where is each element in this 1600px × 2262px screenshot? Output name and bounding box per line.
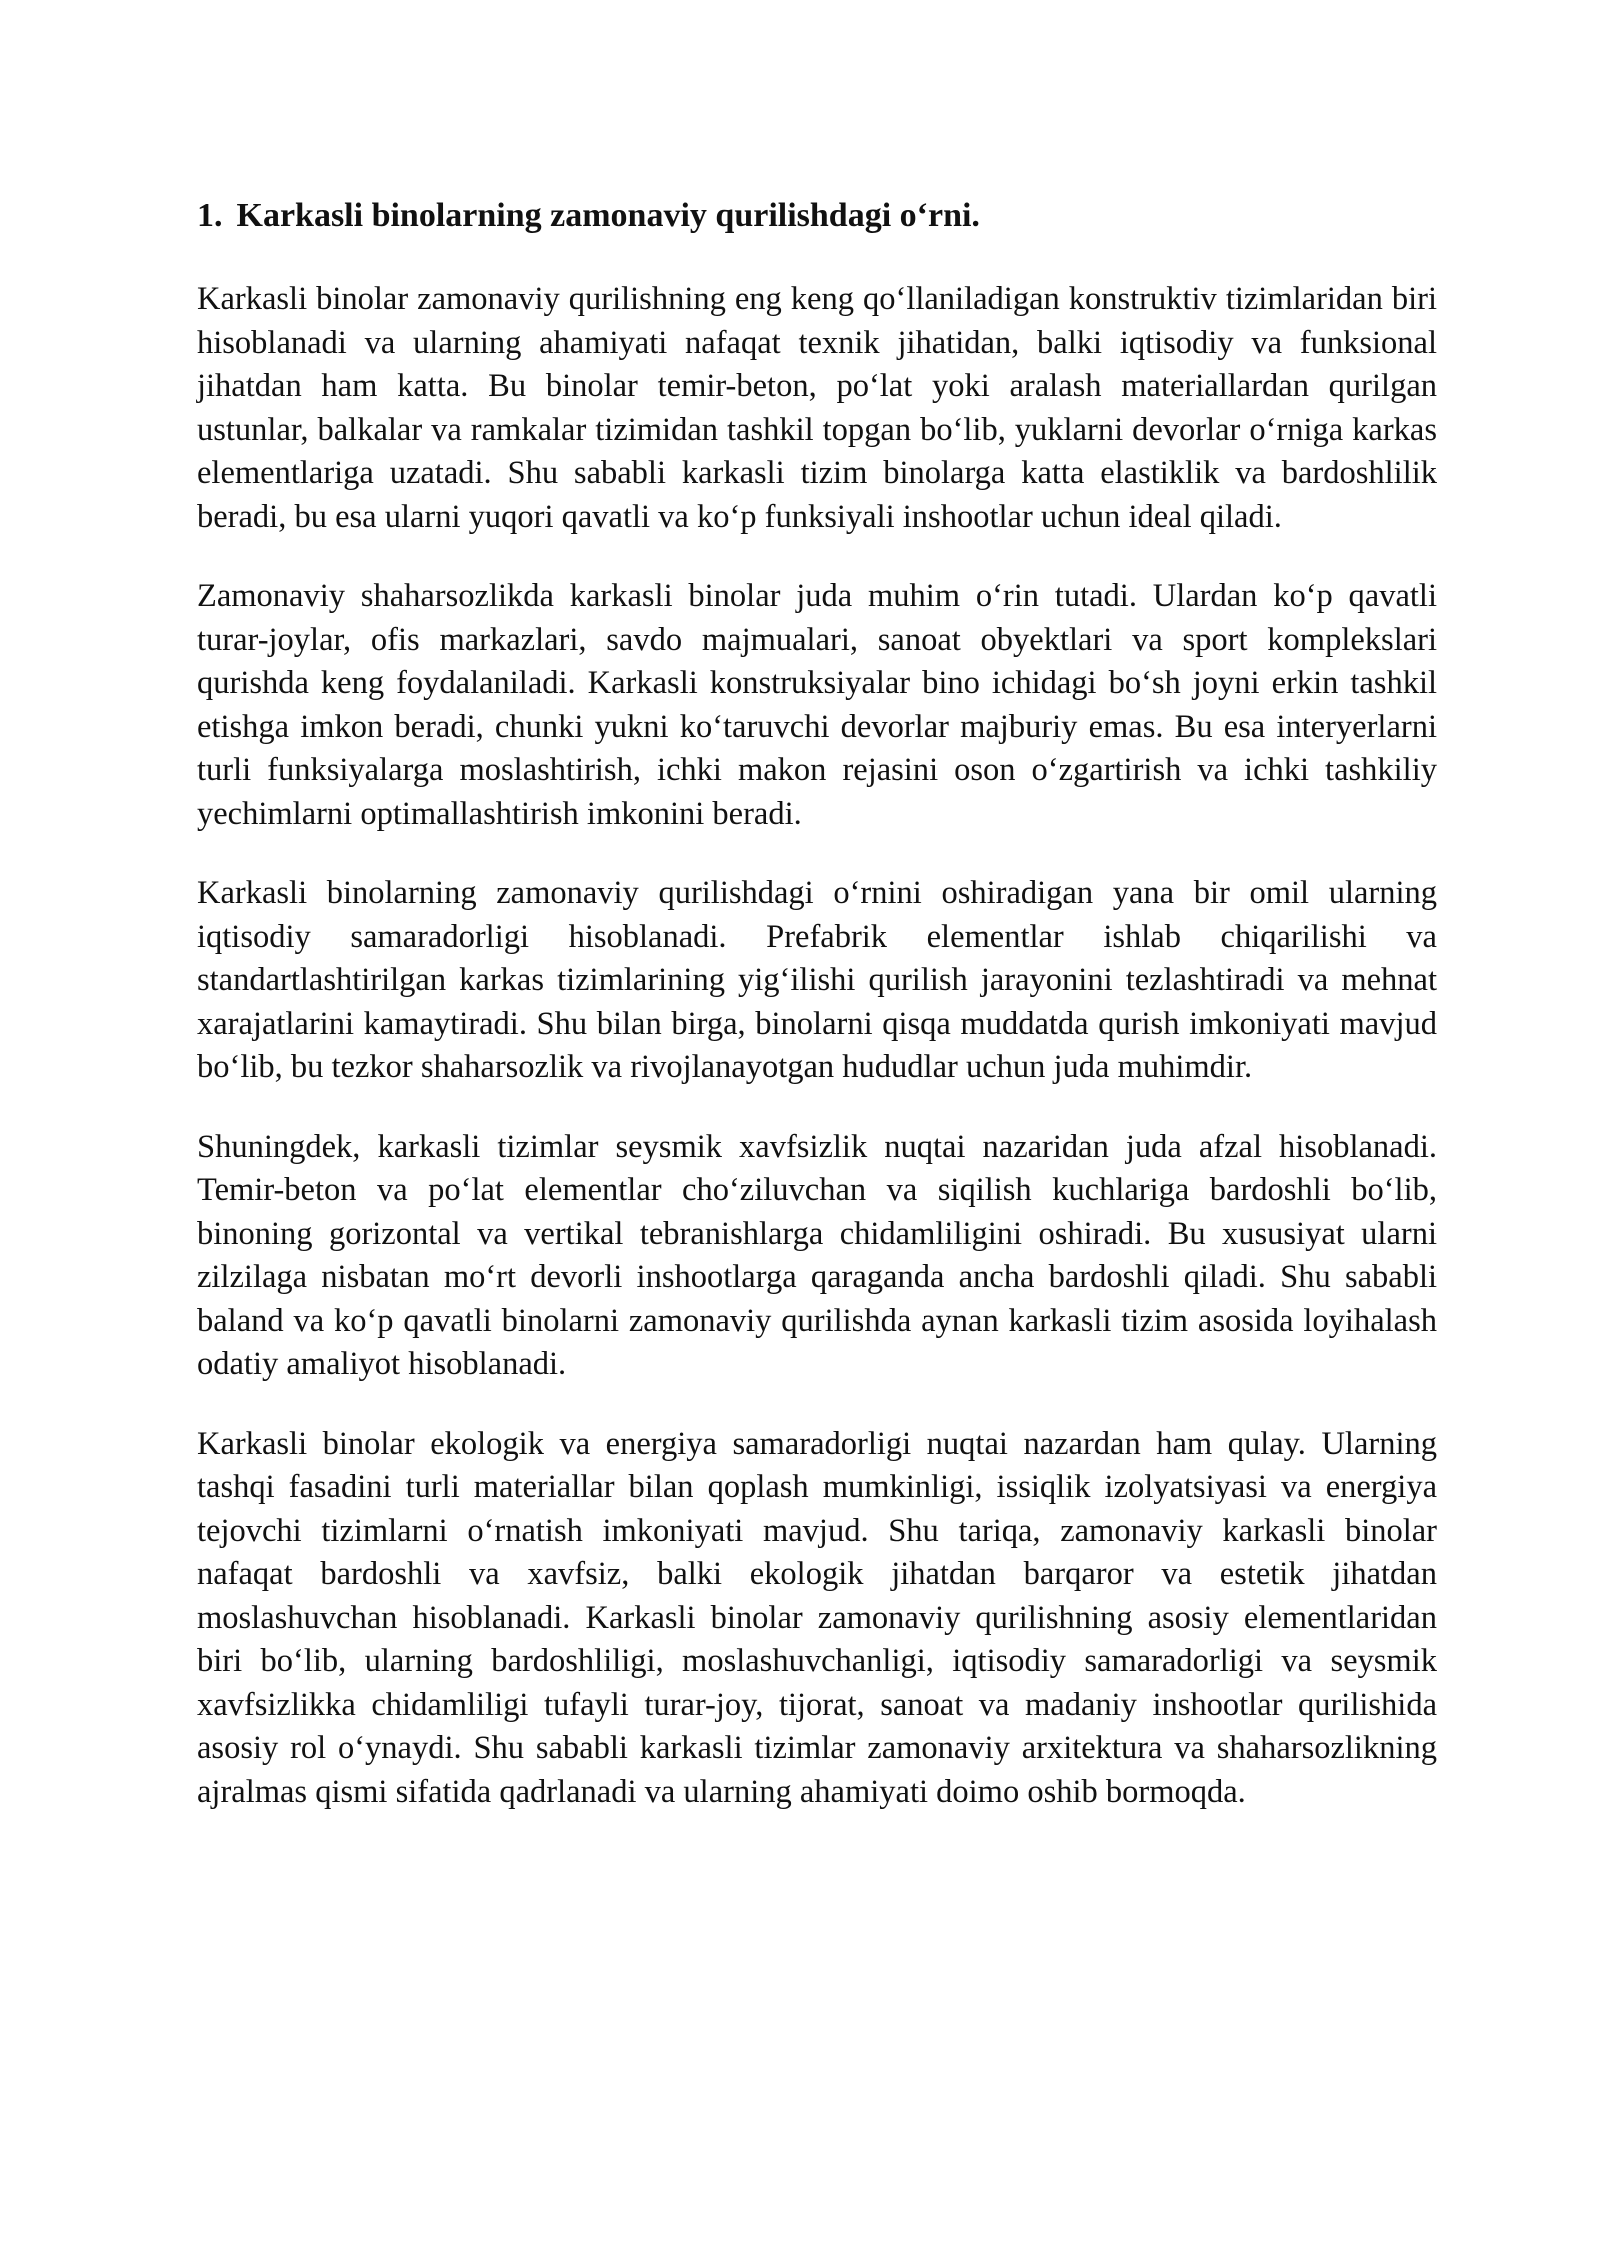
section-heading — [197, 193, 1437, 238]
paragraph-4: Shuningdek, karkasli tizimlar seysmik xavfsizlik nuqtai nazaridan juda afzal hisoblanadi. Temir-beton va po‘lat elementlar cho‘ziluvchan va siqilish kuchlariga bardoshli bo‘lib, binoning gorizontal va vertikal tebranishlarga chidamliligini oshiradi. Bu xususiyat ularni zilzilaga nisbatan mo‘rt devorli inshootlarga qaraganda ancha bardoshli qiladi. Shu sababli baland va ko‘p qavatli binolarni zamonaviy qurilishda aynan karkasli tizim asosida loyihalash odatiy amaliyot hisoblanadi. — [197, 1128, 1437, 1382]
paragraph-3: Karkasli binolarning zamonaviy qurilishdagi o‘rnini oshiradigan yana bir omil ularning iqtisodiy samaradorligi hisoblanadi. Prefabrik elementlar ishlab chiqarilishi va standartlashtirilgan karkas tizimlarining yig‘ilishi qurilish jarayonini tezlashtiradi va mehnat xarajatlarini kamaytiradi. Shu bilan birga, binolarni qisqa muddatda qurish imkoniyati mavjud bo‘lib, bu tezkor shaharsozlik va rivojlanayotgan hududlar uchun juda muhimdir. — [197, 875, 1437, 1085]
paragraph-5: Karkasli binolar ekologik va energiya samaradorligi nuqtai nazardan ham qulay. Ularning tashqi fasadini turli materiallar bilan qoplash mumkinligi, issiqlik izolyatsiyasi va energiya tejovchi tizimlarni o‘rnatish imkoniyati mavjud. Shu tariqa, zamonaviy karkasli binolar nafaqat bardoshli va xavfsiz, balki ekologik jihatdan barqaror va estetik jihatdan moslashuvchan hisoblanadi. Karkasli binolar zamonaviy qurilishning asosiy elementlaridan biri bo‘lib, ularning bardoshliligi, moslashuvchanligi, iqtisodiy samaradorligi va seysmik xavfsizlikka chidamliligi tufayli turar-joy, tijorat, sanoat va madaniy inshootlar qurilishida asosiy rol o‘ynaydi. Shu sababli karkasli tizimlar zamonaviy arxitektura va shaharsozlikning ajralmas qismi sifatida qadrlanadi va ularning ahamiyati doimo oshib bormoqda. — [197, 1425, 1437, 1810]
document-page — [197, 193, 1437, 1850]
section-title: Karkasli binolarning zamonaviy qurilishdagi o‘rni. — [236, 197, 980, 234]
section-number: 1. — [197, 197, 223, 234]
paragraph-2: Zamonaviy shaharsozlikda karkasli binolar juda muhim o‘rin tutadi. Ulardan ko‘p qavatli turar-joylar, ofis markazlari, savdo majmualari, sanoat obyektlari va sport komplekslari qurishda keng foydalaniladi. Karkasli konstruksiyalar bino ichidagi bo‘sh joyni erkin tashkil etishga imkon beradi, chunki yukni ko‘taruvchi devorlar majburiy emas. Bu esa interyerlarni turli funksiyalarga moslashtirish, ichki makon rejasini oson o‘zgartirish va ichki tashkiliy yechimlarni optimallashtirish imkonini beradi. — [197, 578, 1437, 832]
paragraph-1: Karkasli binolar zamonaviy qurilishning eng keng qo‘llaniladigan konstruktiv tizimlaridan biri hisoblanadi va ularning ahamiyati nafaqat texnik jihatidan, balki iqtisodiy va funksional jihatdan ham katta. Bu binolar temir-beton, po‘lat yoki aralash materiallardan qurilgan ustunlar, balkalar va ramkalar tizimidan tashkil topgan bo‘lib, yuklarni devorlar o‘rniga karkas elementlariga uzatadi. Shu sababli karkasli tizim binolarga katta elastiklik va bardoshlilik beradi, bu esa ularni yuqori qavatli va ko‘p funksiyali inshootlar uchun ideal qiladi. — [197, 281, 1437, 535]
